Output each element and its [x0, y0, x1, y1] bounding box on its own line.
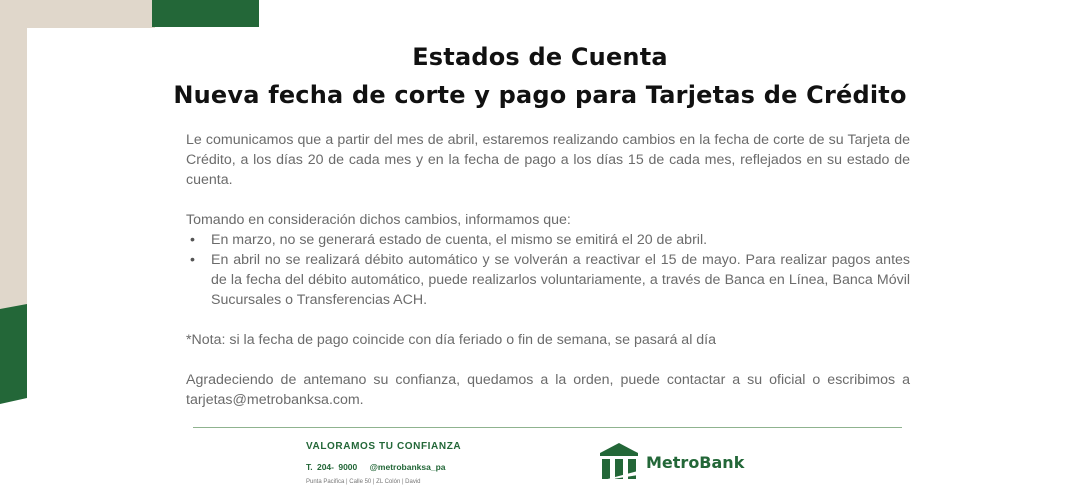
bullet-icon: •	[190, 252, 195, 268]
social-handle: @metrobanksa_pa	[369, 462, 446, 472]
intro-paragraph: Le comunicamos que a partir del mes de abril, estaremos realizando cambios en la fecha de corte de su Tarjeta de Crédito, a los días 20 de cada mes y en la fecha de pago a los días 15 de cada mes, reflejados en su estado de cuenta.	[186, 132, 910, 188]
note-paragraph: *Nota: si la fecha de pago coincide con día feriado o fin de semana, se pasará al día	[186, 332, 717, 348]
decorative-green-top	[152, 0, 259, 27]
phone-number: T. 204- 9000	[306, 462, 358, 472]
footer-contact	[306, 441, 461, 485]
branch-locations: Punta Pacifica | Calle 50 | ZL Colón | David	[306, 479, 421, 485]
list-item-text: En marzo, no se generará estado de cuenta, el mismo se emitirá el 20 de abril.	[211, 232, 708, 248]
footer-divider	[193, 427, 902, 428]
bullet-icon: •	[190, 232, 195, 248]
notice-body	[186, 130, 910, 410]
list-item	[186, 250, 910, 310]
closing-paragraph: Agradeciendo de antemano su confianza, quedamos a la orden, puede contactar a su oficial o escribimos a tarjetas@metrobanksa.com.	[186, 372, 910, 408]
list-item	[186, 230, 910, 250]
metrobank-building-icon	[600, 443, 638, 481]
decorative-beige-top	[0, 0, 155, 28]
header	[0, 38, 1080, 114]
changes-list	[186, 230, 910, 310]
changes-paragraph: Tomando en consideración dichos cambios, informamos que:	[186, 212, 571, 228]
brand-name: MetroBank	[646, 452, 745, 472]
page-title: Estados de Cuenta	[412, 43, 668, 71]
page-subtitle: Nueva fecha de corte y pago para Tarjetas de Crédito	[173, 81, 907, 109]
list-item-text: En abril no se realizará débito automático y se volverán a reactivar el 15 de mayo. Para realizar pagos antes de la fecha del débito automático, puede realizarlos voluntariamente, a través de Banca en Línea, Banca Móvil Sucursales o Transferencias ACH.	[211, 252, 910, 308]
slogan: VALORAMOS TU CONFIANZA	[306, 441, 462, 452]
decorative-green-side	[0, 304, 27, 404]
metrobank-logo	[600, 443, 744, 481]
